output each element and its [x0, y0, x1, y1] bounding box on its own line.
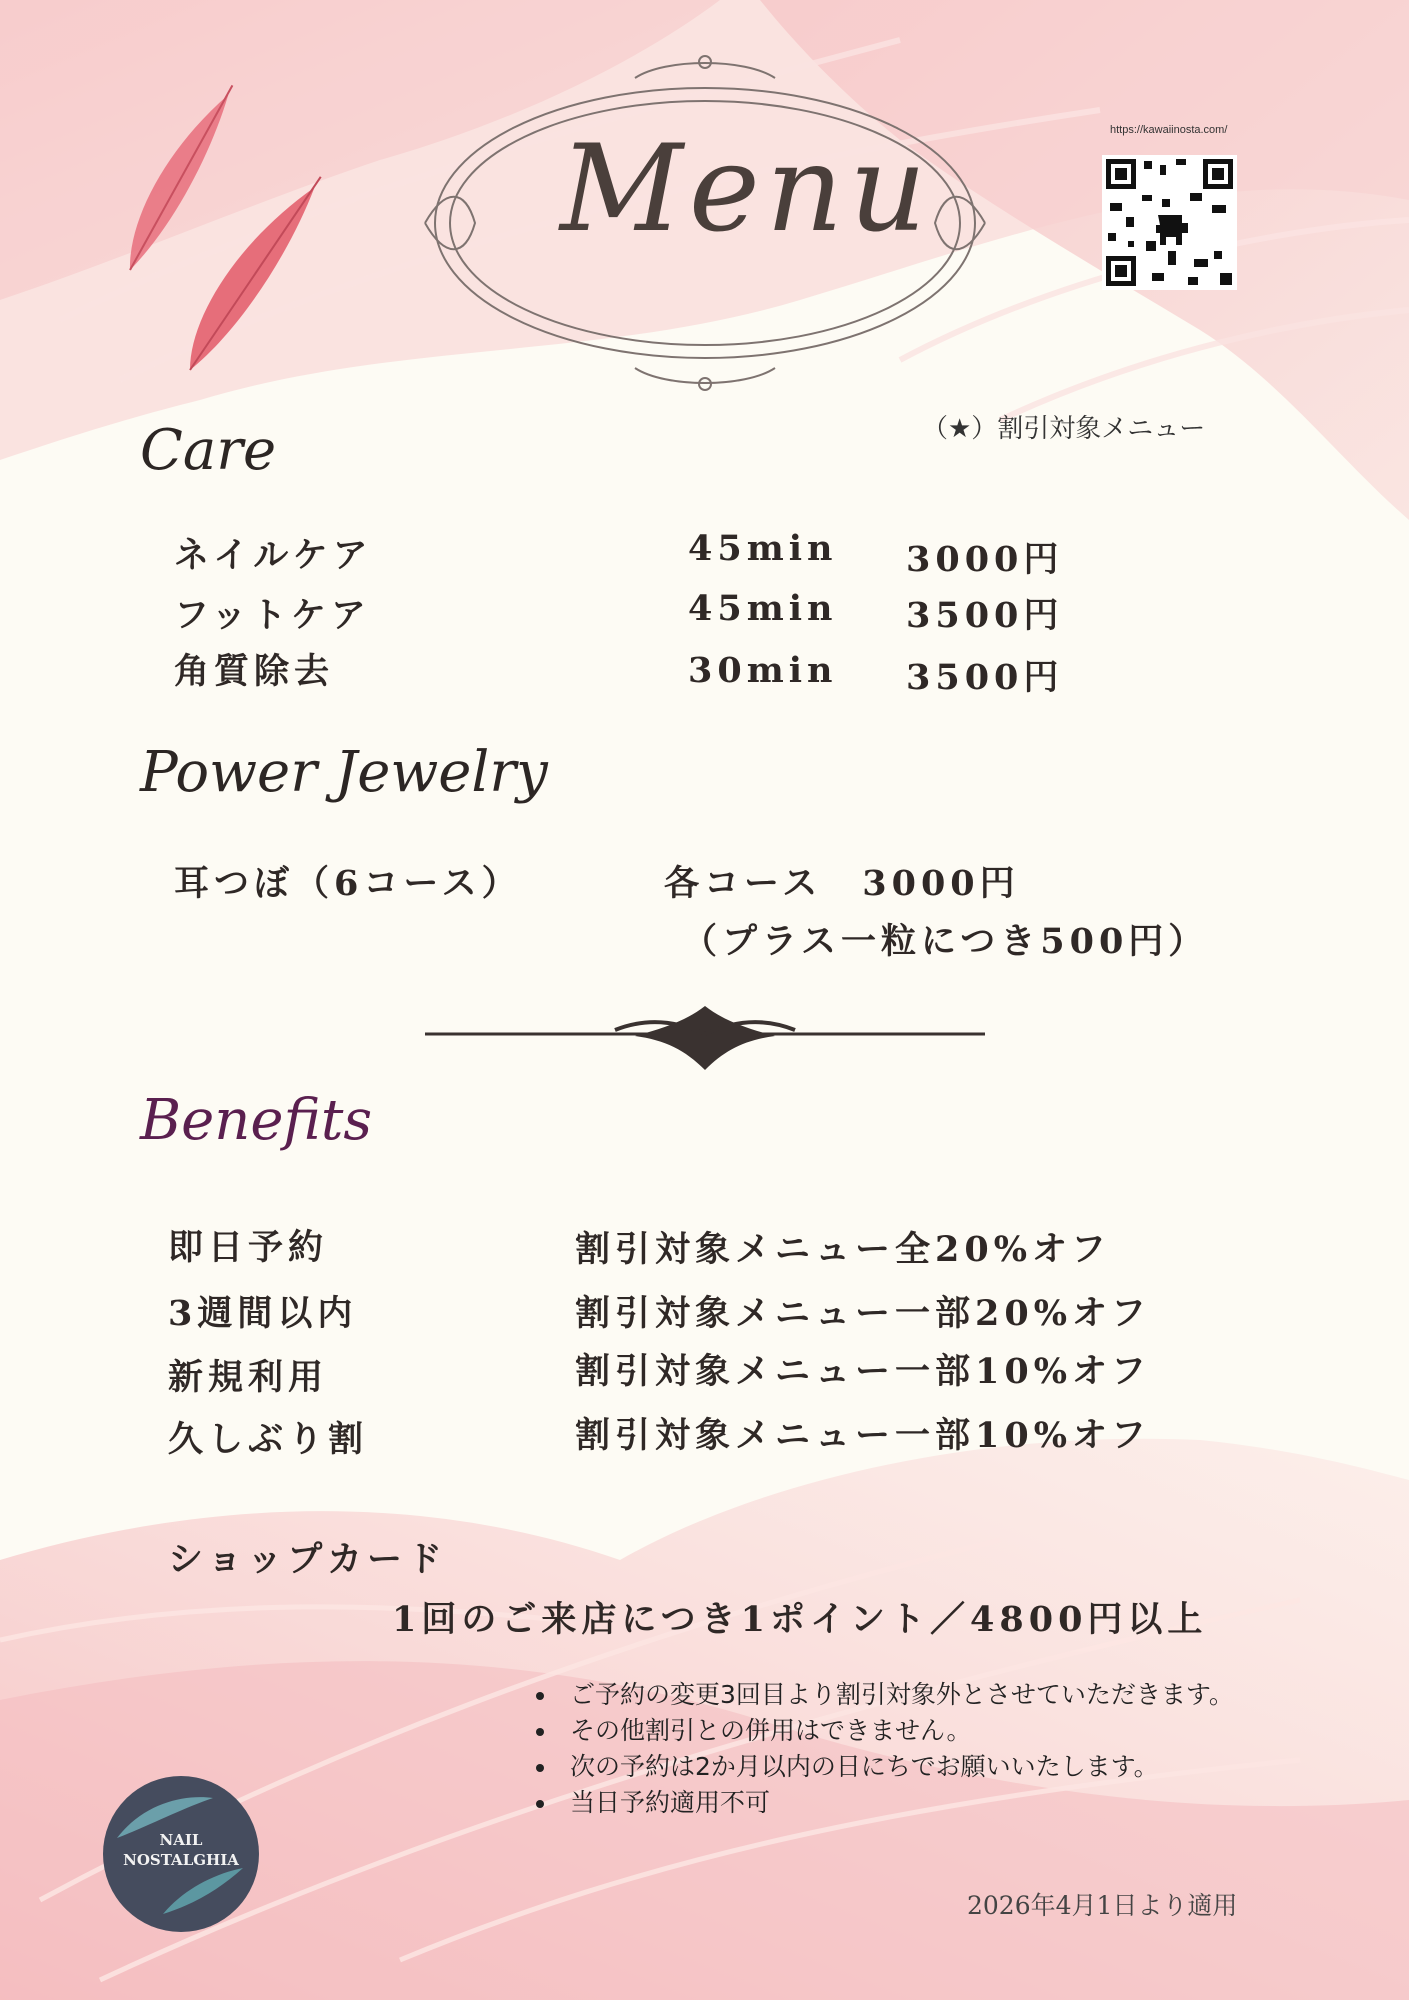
care-item-time: 45min — [688, 588, 838, 629]
qr-url[interactable]: https://kawaiinosta.com/ — [1110, 124, 1228, 136]
care-item-name: 角質除去 — [174, 651, 335, 692]
ornament-divider — [425, 1000, 985, 1080]
nail-nostalghia-logo — [103, 1776, 259, 1932]
power-jewelry-price: 各コース 3000円 — [664, 863, 1020, 904]
list-item: ご予約の変更3回目より割引対象外とさせていただきます。 — [530, 1677, 1234, 1713]
benefit-name: 即日予約 — [168, 1227, 329, 1268]
care-item-price: 3500円 — [906, 595, 1064, 636]
menu-title: Menu — [560, 120, 933, 259]
benefit-name: 3週間以内 — [168, 1293, 358, 1334]
shop-card-label: ショップカード — [168, 1539, 447, 1580]
list-item: 当日予約適用不可 — [530, 1785, 1234, 1821]
benefits-heading: Benefits — [140, 1088, 373, 1153]
care-item-time: 30min — [688, 650, 838, 691]
care-item-time: 45min — [688, 528, 838, 569]
care-heading: Care — [140, 418, 277, 483]
benefit-desc: 割引対象メニュー一部20%オフ — [575, 1293, 1151, 1334]
power-jewelry-heading: Power Jewelry — [140, 740, 548, 805]
benefit-name: 新規利用 — [168, 1357, 329, 1398]
care-item-name: フットケア — [174, 595, 371, 636]
benefit-desc: 割引対象メニュー全20%オフ — [575, 1229, 1111, 1270]
benefit-desc: 割引対象メニュー一部10%オフ — [575, 1415, 1151, 1456]
benefit-name: 久しぶり割 — [168, 1419, 369, 1460]
power-jewelry-name: 耳つぼ（6コース） — [174, 863, 522, 904]
benefit-desc: 割引対象メニュー一部10%オフ — [575, 1351, 1151, 1392]
notes-list — [530, 1677, 1234, 1821]
logo-line2: NOSTALGHIA — [123, 1851, 239, 1869]
care-item-name: ネイルケア — [174, 535, 373, 576]
discount-note: （★）割引対象メニュー — [922, 414, 1206, 444]
logo-text — [103, 1830, 259, 1870]
effective-date: 2026年4月1日より適用 — [967, 1891, 1238, 1920]
list-item: その他割引との併用はできません。 — [530, 1713, 1234, 1749]
care-item-price: 3000円 — [906, 539, 1064, 580]
care-item-price: 3500円 — [906, 657, 1064, 698]
power-jewelry-extra: （プラス一粒につき500円） — [682, 921, 1209, 962]
list-item: 次の予約は2か月以内の日にちでお願いいたします。 — [530, 1749, 1234, 1785]
logo-line1: NAIL — [159, 1831, 203, 1849]
qr-code-icon[interactable] — [1102, 155, 1237, 290]
shop-card-desc: 1回のご来店につき1ポイント／4800円以上 — [392, 1599, 1208, 1640]
